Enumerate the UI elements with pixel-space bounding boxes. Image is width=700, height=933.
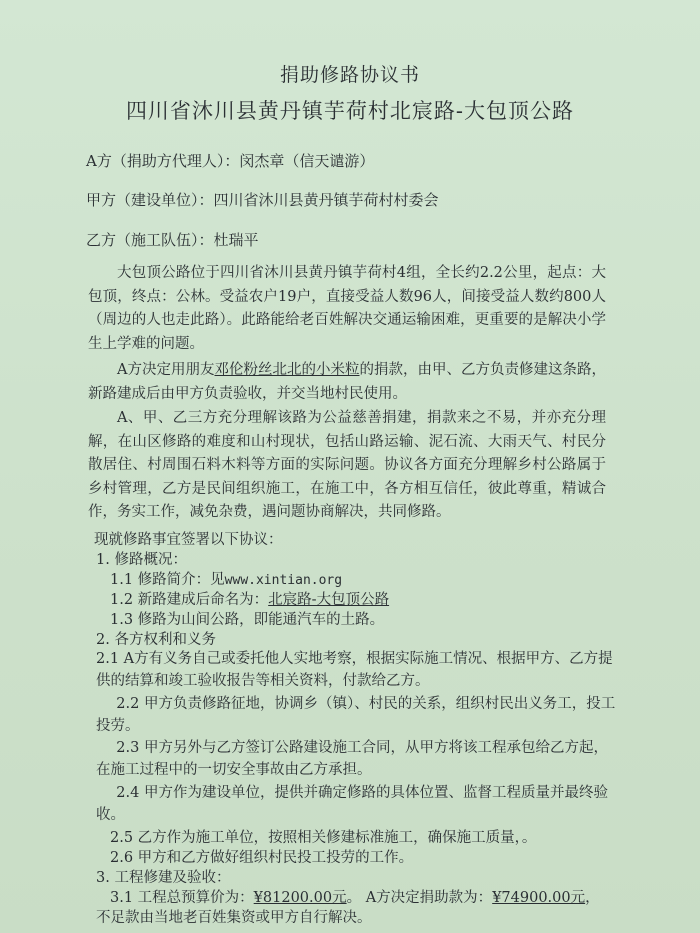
website-link[interactable]: www.xintian.org <box>224 573 343 588</box>
item-2-6: 2.6 甲方和乙方做好组织村民投工投劳的工作。 <box>110 850 414 866</box>
agreement-lead: 现就修路事宜签署以下协议： <box>94 532 283 548</box>
donation-amount: ¥74900.00元 <box>492 890 586 906</box>
party-yi: 乙方（施工队伍）：杜瑞平 <box>86 231 259 249</box>
road-name: 北宸路-大包顶公路 <box>268 592 390 608</box>
document-title: 捐助修路协议书 <box>279 64 420 86</box>
p2-prefix: A方决定用朋友 <box>117 362 215 378</box>
section-3-heading: 3. 工程修建及验收： <box>96 870 231 886</box>
item-3-1-end: ， <box>585 890 600 906</box>
intro-paragraph-1: 大包顶公路位于四川省沐川县黄丹镇芋荷村4组，全长约2.2公里，起点：大包顶，终点：公林。受益农户19户，直接受益人数96人，间接受益人数约800人（周边的人也走此路）。此路能给老百姓解决交通运输困难，更重要的是解决小学生上学难的问题。 <box>88 265 606 352</box>
p2-suffix: 的捐款，由甲、乙方负责修建这条路，新路建成后由甲方负责验收，并交当地村民使用。 <box>88 362 607 402</box>
item-1-1 <box>110 568 342 589</box>
total-budget: ¥81200.00元 <box>253 890 347 906</box>
intro-paragraph-3: A、甲、乙三方充分理解该路为公益慈善捐建，捐款来之不易，并亦充分理解，在山区修路的难度和山村现状，包括山路运输、泥石流、大雨天气、村民分散居住、村周围石料木料等方面的实际问题。协议各方面充分理解乡村公路属于乡村管理，乙方是民间组织施工，在施工中，各方相互信任，彼此尊重，精诚合作，务实工作，减免杂费，遇问题协商解决，共同修路。 <box>88 410 606 520</box>
document-subtitle: 四川省沐川县黄丹镇芋荷村北宸路-大包顶公路 <box>125 99 575 123</box>
item-2-4: 2.4 甲方作为建设单位，提供并确定修路的具体位置、监督工程质量并最终验收。 <box>96 785 608 823</box>
party-jia: 甲方（建设单位）：四川省沐川县黄丹镇芋荷村村委会 <box>86 191 439 209</box>
item-2-5: 2.5 乙方作为施工单位，按照相关修建标准施工，确保施工质量，。 <box>110 830 537 846</box>
donor-name: 邓伦粉丝北北的小米粒 <box>214 362 360 378</box>
item-2-2: 2.2 甲方负责修路征地，协调乡（镇）、村民的关系，组织村民出义务工，投工投劳。 <box>96 696 616 734</box>
intro-paragraph-2 <box>88 359 606 406</box>
section-1-heading: 1. 修路概况： <box>96 552 187 568</box>
item-3-1-continuation: 不足款由当地老百姓集资或甲方自行解决。 <box>96 910 372 926</box>
item-3-1-label: 3.1 工程总预算价为： <box>110 890 254 906</box>
section-2-heading: 2. 各方权利和义务 <box>96 632 216 648</box>
item-3-1 <box>110 886 600 907</box>
item-1-2-label: 1.2 新路建成后命名为： <box>110 592 269 608</box>
party-a: A方（捐助方代理人）：闵杰章（信天谴游） <box>86 152 375 170</box>
item-1-3: 1.3 修路为山间公路，即能通汽车的土路。 <box>110 612 385 628</box>
item-2-1: 2.1 A方有义务自己或委托他人实地考察，根据实际施工情况、根据甲方、乙方提供的结算和竣工验收报告等相关资料，付款给乙方。 <box>96 651 613 689</box>
item-1-1-label: 1.1 修路简介：见 <box>110 572 225 588</box>
item-1-2 <box>110 588 389 609</box>
item-3-1-mid: 。 A方决定捐助款为： <box>346 890 493 906</box>
item-2-3: 2.3 甲方另外与乙方签订公路建设施工合同，从甲方将该工程承包给乙方起，在施工过程中的一切安全事故由乙方承担。 <box>96 740 608 778</box>
